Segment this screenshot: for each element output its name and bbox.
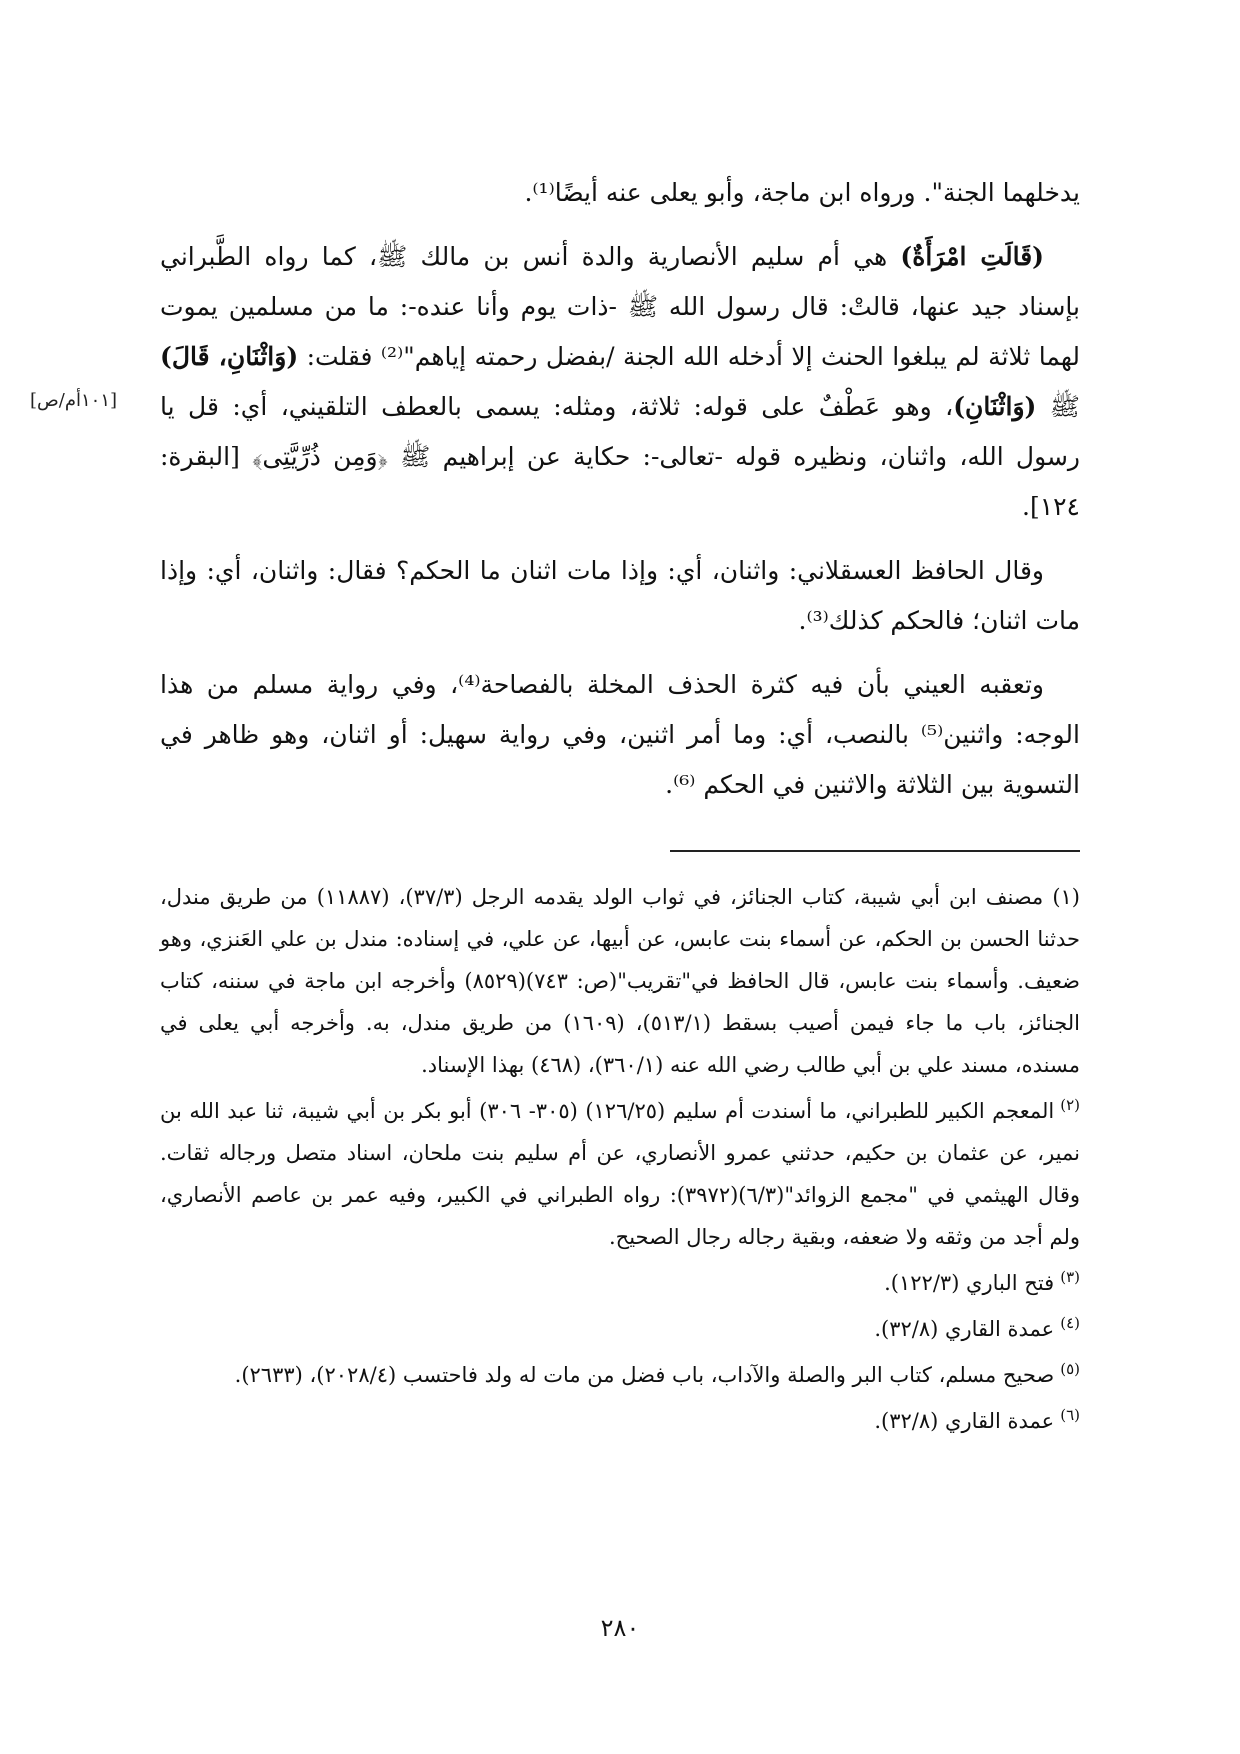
footnote-5-number: (٥) [1060, 1360, 1080, 1378]
footnotes [160, 876, 1080, 1446]
paragraph-2 [160, 232, 1080, 532]
footnote-4 [160, 1308, 1080, 1350]
footnote-4-text: عمدة القاري (٣٢/٨). [874, 1317, 1055, 1341]
footnote-4-number: (٤) [1060, 1314, 1080, 1332]
paragraph-1: يدخلهما الجنة". ورواه ابن ماجة، وأبو يعلى عنه أيضًا⁽¹⁾. [524, 178, 1080, 207]
paragraph-3: وقال الحافظ العسقلاني: واثنان، أي: وإذا مات اثنان ما الحكم؟ فقال: واثنان، أي: وإذا مات اثنان؛ فالحكم كذلك⁽³⁾. [160, 556, 1080, 635]
main-text [160, 168, 1080, 824]
paragraph-2-text: هي أم سليم الأنصارية والدة أنس بن مالك ﷺ، كما رواه الطَّبراني بإسناد جيد عنها، قالتْ: قال رسول الله ﷺ -ذات يوم وأنا عنده-: ما من مسلمين يموت لهما ثلاثة لم يبلغوا الحنث إلا أدخله الله الجنة /بفضل رحمته إياهم"⁽²⁾ فقلت: [160, 242, 1080, 371]
footnote-divider [670, 850, 1080, 852]
footnote-5 [160, 1354, 1080, 1396]
footnote-1-text: (١) مصنف ابن أبي شيبة، كتاب الجنائز، في ثواب الولد يقدمه الرجل (٣٧/٣)، (١١٨٨٧) من طريق مندل، حدثنا الحسن بن الحكم، عن أسماء بنت عابس، عن أبيها، عن علي، في إسناده: مندل بن علي العَنزي، وهو ضعيف. وأسماء بنت عابس، قال الحافظ في"تقريب"(ص: ٧٤٣)(٨٥٢٩) وأخرجه ابن ماجة في سننه، كتاب الجنائز، باب ما جاء فيمن أصيب بسقط (٥١٣/١)، (١٦٠٩) من طريق مندل، به. وأخرجه أبي يعلى في مسنده، مسند علي بن أبي طالب رضي الله عنه (٣٦٠/١)، (٤٦٨) بهذا الإسناد. [160, 885, 1080, 1077]
footnote-3-number: (٣) [1060, 1268, 1080, 1286]
manuscript-page-marker: [١٠١أم/ص] [30, 390, 118, 411]
footnote-3-text: فتح الباري (١٢٢/٣). [884, 1271, 1055, 1295]
footnote-3 [160, 1262, 1080, 1304]
highlight-phrase-and-two-he-said: (وَاثْنَانِ، قَالَ) [160, 342, 299, 371]
footnote-2 [160, 1090, 1080, 1258]
highlight-phrase-and-two: (وَاثْنَانِ) [953, 392, 1037, 421]
footnote-6-text: عمدة القاري (٣٢/٨). [874, 1409, 1055, 1433]
footnote-1 [160, 876, 1080, 1086]
salutation-glyph: ﷺ [1036, 392, 1080, 421]
footnote-5-text: صحيح مسلم، كتاب البر والصلة والآداب، باب فضل من مات له ولد فاحتسب (٢٠٢٨/٤)، (٢٦٣٣). [234, 1363, 1055, 1387]
footnote-2-text: المعجم الكبير للطبراني، ما أسندت أم سليم (١٢٦/٢٥) (٣٠٥- ٣٠٦) أبو بكر بن أبي شيبة، ثنا عبد الله بن نمير، عن عثمان بن حكيم، حدثني عمرو الأنصاري، عن أم سليم بنت ملحان، اسناد متصل ورجاله ثقات. وقال الهيثمي في "مجمع الزوائد"(٦/٣)(٣٩٧٢): رواه الطبراني في الكبير، وفيه عمر بن عاصم الأنصاري، ولم أجد من وثقه ولا ضعفه، وبقية رجاله رجال الصحيح. [160, 1099, 1080, 1249]
paragraph-2-tail: ، وهو عَطْفٌ على قوله: ثلاثة، ومثله: يسمى بالعطف التلقيني، أي: قل يا رسول الله، واثنان، ونظيره قوله -تعالى-: حكاية عن إبراهيم ﷺ ﴿وَمِن ذُرِّيَّتِى﴾ [البقرة: ١٢٤]. [160, 392, 1080, 521]
paragraph-4: وتعقبه العيني بأن فيه كثرة الحذف المخلة بالفصاحة⁽⁴⁾، وفي رواية مسلم من هذا الوجه: واثنين⁽⁵⁾ بالنصب، أي: وما أمر اثنين، وفي رواية سهيل: أو اثنان، وهو ظاهر في التسوية بين الثلاثة والاثنين في الحكم ⁽⁶⁾. [160, 670, 1080, 799]
highlight-phrase-woman-said: (قَالَتِ امْرَأَةٌ) [900, 242, 1044, 271]
page-number: ٢٨٠ [600, 1614, 640, 1642]
footnote-2-number: (٢) [1060, 1096, 1080, 1114]
footnote-6-number: (٦) [1060, 1406, 1080, 1424]
footnote-6 [160, 1400, 1080, 1442]
